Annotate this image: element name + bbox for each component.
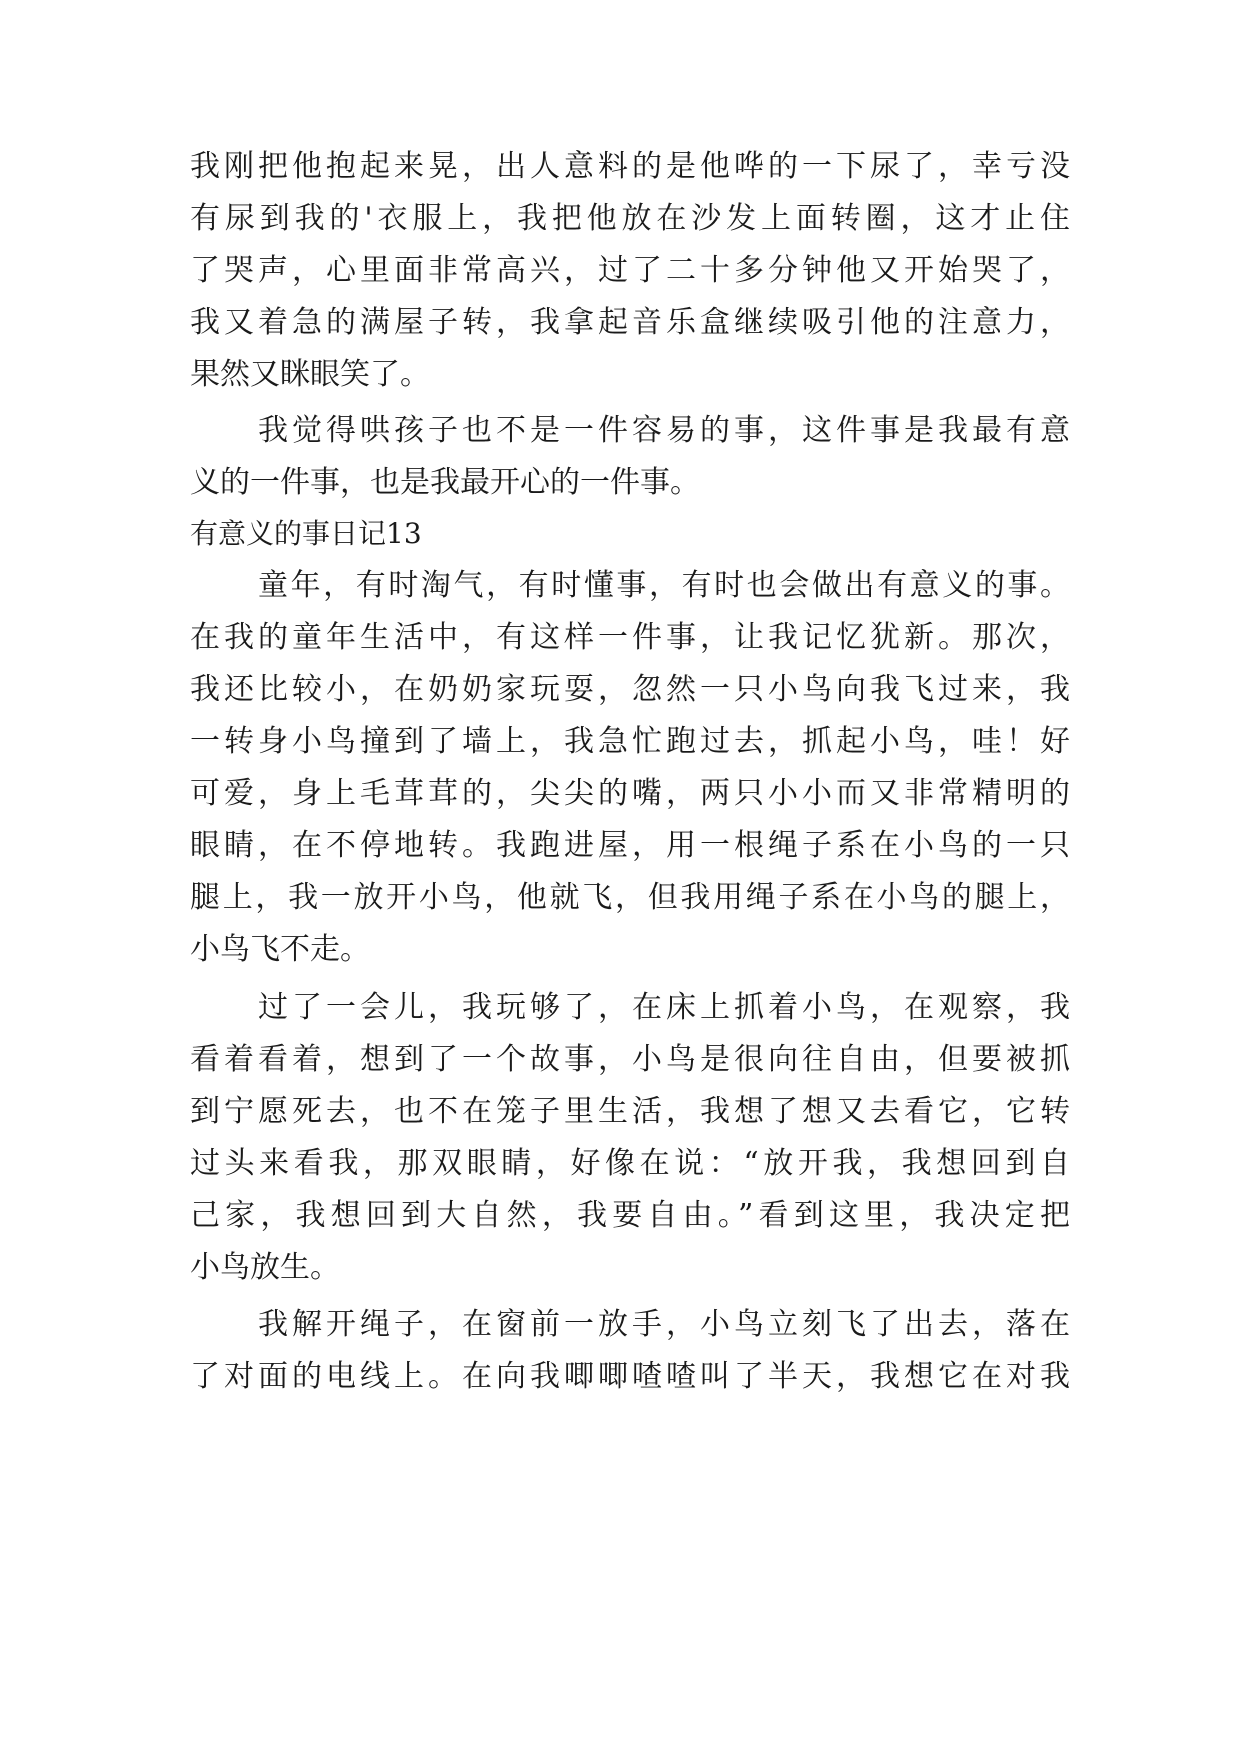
text-line: 在我的童年生活中，有这样一件事，让我记忆犹新。那次， bbox=[190, 620, 1070, 655]
text-line: 过头来看我，那双眼睛，好像在说：“放开我，我想回到自 bbox=[190, 1146, 1070, 1181]
text-line: 果然又眯眼笑了。 bbox=[190, 357, 430, 392]
text-line: 了哭声，心里面非常高兴，过了二十多分钟他又开始哭了， bbox=[190, 253, 1070, 288]
text-line: 腿上，我一放开小鸟，他就飞，但我用绳子系在小鸟的腿上， bbox=[190, 880, 1070, 915]
text-line: 我还比较小，在奶奶家玩耍，忽然一只小鸟向我飞过来，我 bbox=[190, 672, 1070, 707]
paragraph-first-line: 童年，有时淘气，有时懂事，有时也会做出有意义的事。 bbox=[258, 568, 1070, 603]
paragraph-first-line: 我觉得哄孩子也不是一件容易的事，这件事是我最有意 bbox=[258, 413, 1070, 448]
section-heading: 有意义的事日记13 bbox=[190, 517, 422, 550]
text-line: 义的一件事，也是我最开心的一件事。 bbox=[190, 465, 700, 500]
text-line: 看着看着，想到了一个故事，小鸟是很向往自由，但要被抓 bbox=[190, 1042, 1070, 1077]
text-line: 了对面的电线上。在向我唧唧喳喳叫了半天，我想它在对我 bbox=[190, 1359, 1070, 1394]
text-line: 到宁愿死去，也不在笼子里生活，我想了想又去看它，它转 bbox=[190, 1094, 1070, 1129]
paragraph-first-line: 我解开绳子，在窗前一放手，小鸟立刻飞了出去，落在 bbox=[258, 1307, 1070, 1342]
text-line: 可爱，身上毛茸茸的，尖尖的嘴，两只小小而又非常精明的 bbox=[190, 776, 1070, 811]
paragraph-first-line: 过了一会儿，我玩够了，在床上抓着小鸟，在观察，我 bbox=[258, 990, 1070, 1025]
text-line: 一转身小鸟撞到了墙上，我急忙跑过去，抓起小鸟，哇！好 bbox=[190, 724, 1070, 759]
text-line: 我刚把他抱起来晃，出人意料的是他哗的一下尿了，幸亏没 bbox=[190, 149, 1070, 184]
text-line: 眼睛，在不停地转。我跑进屋，用一根绳子系在小鸟的一只 bbox=[190, 828, 1070, 863]
text-line: 小鸟飞不走。 bbox=[190, 932, 370, 967]
text-line: 己家，我想回到大自然，我要自由。”看到这里，我决定把 bbox=[190, 1198, 1070, 1233]
text-line: 有尿到我的'衣服上，我把他放在沙发上面转圈，这才止住 bbox=[190, 201, 1070, 236]
text-line: 我又着急的满屋子转，我拿起音乐盒继续吸引他的注意力， bbox=[190, 305, 1070, 340]
text-line: 小鸟放生。 bbox=[190, 1250, 340, 1285]
